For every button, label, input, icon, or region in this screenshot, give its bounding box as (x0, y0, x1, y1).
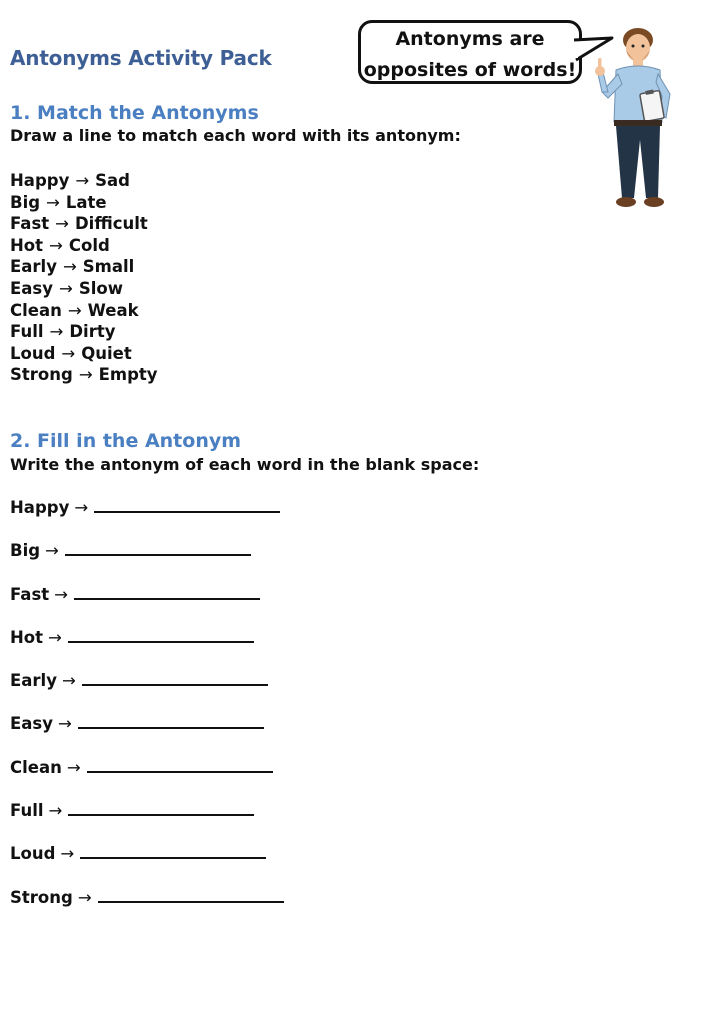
match-row (10, 256, 158, 278)
match-antonym: Late (65, 192, 107, 212)
teacher-illustration (586, 22, 686, 214)
match-row (10, 343, 158, 365)
fill-row (10, 583, 284, 626)
fill-row (10, 626, 284, 669)
fill-row (10, 539, 284, 582)
fill-row (10, 669, 284, 712)
fill-word: Fast (10, 584, 50, 604)
match-word: Big (10, 192, 41, 212)
arrow-icon: → (62, 257, 77, 277)
fill-word: Strong (10, 887, 73, 907)
match-row (10, 192, 158, 214)
arrow-icon: → (54, 584, 68, 604)
match-word: Loud (10, 343, 56, 363)
arrow-icon: → (57, 714, 72, 734)
match-antonym: Cold (68, 235, 110, 255)
arrow-icon: → (49, 235, 63, 255)
match-row (10, 364, 158, 386)
arrow-icon: → (46, 192, 60, 212)
answer-blank[interactable] (68, 627, 254, 643)
arrow-icon: → (74, 498, 89, 517)
match-row (10, 213, 158, 235)
fill-row (10, 756, 284, 799)
arrow-icon: → (67, 300, 82, 320)
fill-row (10, 842, 284, 885)
section-1-instruction: Draw a line to match each word with its antonym: (10, 126, 461, 145)
match-antonym: Dirty (69, 322, 116, 342)
speech-bubble (358, 20, 582, 84)
section-2-heading: 2. Fill in the Antonym (10, 430, 242, 452)
fill-row (10, 799, 284, 842)
fill-word: Early (10, 671, 57, 691)
arrow-icon: → (55, 214, 69, 234)
answer-blank[interactable] (80, 843, 266, 859)
fill-row (10, 886, 284, 929)
match-list (10, 170, 158, 386)
arrow-icon: → (60, 844, 75, 864)
section-1-heading: 1. Match the Antonyms (10, 102, 259, 124)
match-antonym: Slow (78, 278, 123, 298)
fill-word: Loud (10, 844, 56, 864)
match-word: Strong (10, 365, 73, 385)
match-word: Fast (10, 214, 50, 234)
answer-blank[interactable] (94, 497, 280, 513)
match-antonym: Empty (98, 365, 158, 385)
arrow-icon: → (61, 671, 76, 691)
arrow-icon: → (75, 171, 90, 190)
answer-blank[interactable] (68, 800, 254, 816)
fill-word: Big (10, 541, 41, 561)
fill-row (10, 712, 284, 755)
match-word: Easy (10, 278, 53, 298)
arrow-icon: → (77, 887, 92, 907)
fill-word: Easy (10, 714, 53, 734)
fill-word: Happy (10, 498, 70, 517)
answer-blank[interactable] (65, 540, 251, 556)
arrow-icon: → (66, 757, 81, 777)
match-word: Full (10, 322, 44, 342)
answer-blank[interactable] (87, 757, 273, 773)
answer-blank[interactable] (74, 584, 260, 600)
match-antonym: Quiet (81, 343, 132, 363)
arrow-icon: → (58, 278, 73, 298)
section-2-instruction: Write the antonym of each word in the blank space: (10, 455, 480, 474)
match-antonym: Sad (95, 171, 130, 190)
fill-row (10, 496, 284, 539)
fill-word: Clean (10, 757, 62, 777)
match-row (10, 170, 158, 192)
answer-blank[interactable] (98, 887, 284, 903)
match-antonym: Small (82, 257, 135, 277)
match-row (10, 321, 158, 343)
match-antonym: Difficult (74, 214, 148, 234)
arrow-icon: → (49, 322, 64, 342)
fill-word: Full (10, 801, 44, 821)
match-antonym: Weak (87, 300, 139, 320)
answer-blank[interactable] (82, 670, 268, 686)
answer-blank[interactable] (78, 713, 264, 729)
arrow-icon: → (48, 801, 63, 821)
match-word: Clean (10, 300, 62, 320)
arrow-icon: → (45, 541, 59, 561)
match-row (10, 278, 158, 300)
match-row (10, 235, 158, 257)
fill-list (10, 496, 284, 929)
page-title: Antonyms Activity Pack (10, 46, 272, 70)
match-row (10, 300, 158, 322)
match-word: Hot (10, 235, 44, 255)
speech-bubble-line-1: Antonyms are (395, 28, 545, 50)
match-word: Early (10, 257, 57, 277)
speech-bubble-line-2: opposites of words! (363, 59, 577, 81)
fill-word: Hot (10, 627, 44, 647)
match-word: Happy (10, 171, 70, 190)
arrow-icon: → (61, 343, 76, 363)
arrow-icon: → (78, 365, 93, 385)
arrow-icon: → (48, 627, 62, 647)
